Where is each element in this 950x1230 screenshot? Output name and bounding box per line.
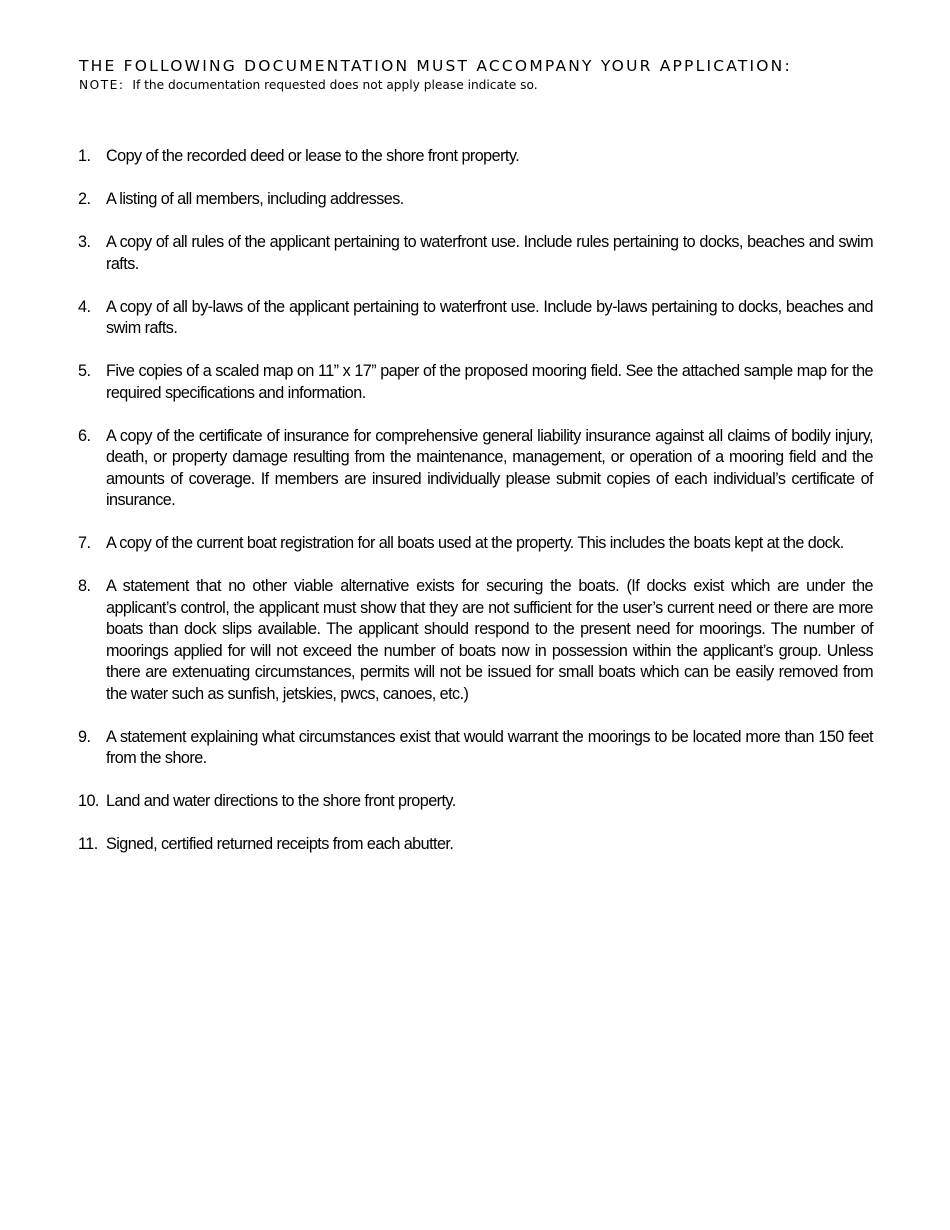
item-number: 7. [78,534,91,552]
item-text: Signed, certified returned receipts from each abutter. [106,835,454,853]
list-item [78,361,873,404]
documentation-heading: THE FOLLOWING DOCUMENTATION MUST ACCOMPANY YOUR APPLICATION: [79,57,792,75]
item-text: A copy of the current boat registration for all boats used at the property. This includes the boats kept at the dock. [106,534,844,552]
list-item [78,426,873,512]
item-number: 3. [78,233,91,251]
list-item [78,834,873,856]
item-number: 9. [78,727,91,746]
item-text: Land and water directions to the shore front property. [106,792,456,810]
item-text: A copy of the certificate of insurance for comprehensive general liability insurance against all claims of bodily injury, death, or property damage resulting from the maintenance, management, or operation of a mooring field and the amounts of coverage. If members are insured individually please submit copies of each individual’s certificate of insurance. [106,426,873,509]
note-label: NOTE: [79,78,125,92]
item-text: A listing of all members, including addresses. [106,190,404,208]
requirements-list [78,146,873,877]
item-text: A statement explaining what circumstances exist that would warrant the moorings to be located more than 150 feet from the shore. [106,727,873,767]
item-number: 6. [78,426,91,445]
document-header [79,56,879,94]
list-item [78,727,873,770]
list-item [78,146,873,168]
item-number: 8. [78,577,91,595]
note-text: If the documentation requested does not apply please indicate so. [132,78,538,92]
item-text: Five copies of a scaled map on 11” x 17” paper of the proposed mooring field. See the attached sample map for the required specifications and information. [106,362,873,402]
item-number: 1. [78,147,91,165]
item-text: A copy of all by-laws of the applicant pertaining to waterfront use. Include by-laws pertaining to docks, beaches and swim rafts. [106,297,873,337]
list-item [78,576,873,705]
list-item [78,189,873,211]
note-line [79,76,879,94]
item-text: A copy of all rules of the applicant pertaining to waterfront use. Include rules pertaining to docks, beaches and swim rafts. [106,233,873,273]
list-item [78,533,873,555]
item-number: 11. [78,835,98,853]
list-item [78,232,873,275]
list-item [78,297,873,340]
item-number: 2. [78,190,91,208]
item-text: A statement that no other viable alternative exists for securing the boats. (If docks exist which are under the applicant’s control, the applicant must show that they are not sufficient for the user’s current need or there are more boats than dock slips available. The applicant should respond to the present need for moorings. The number of moorings applied for will not exceed the number of boats now in possession within the applicant’s group. Unless there are extenuating circumstances, permits will not be issued for small boats which can be easily removed from the water such as sunfish, jetskies, pwcs, canoes, etc.) [106,577,873,703]
item-number: 4. [78,297,91,316]
item-number: 10. [78,792,99,810]
item-number: 5. [78,362,91,380]
item-text: Copy of the recorded deed or lease to the shore front property. [106,147,520,165]
list-item [78,791,873,813]
